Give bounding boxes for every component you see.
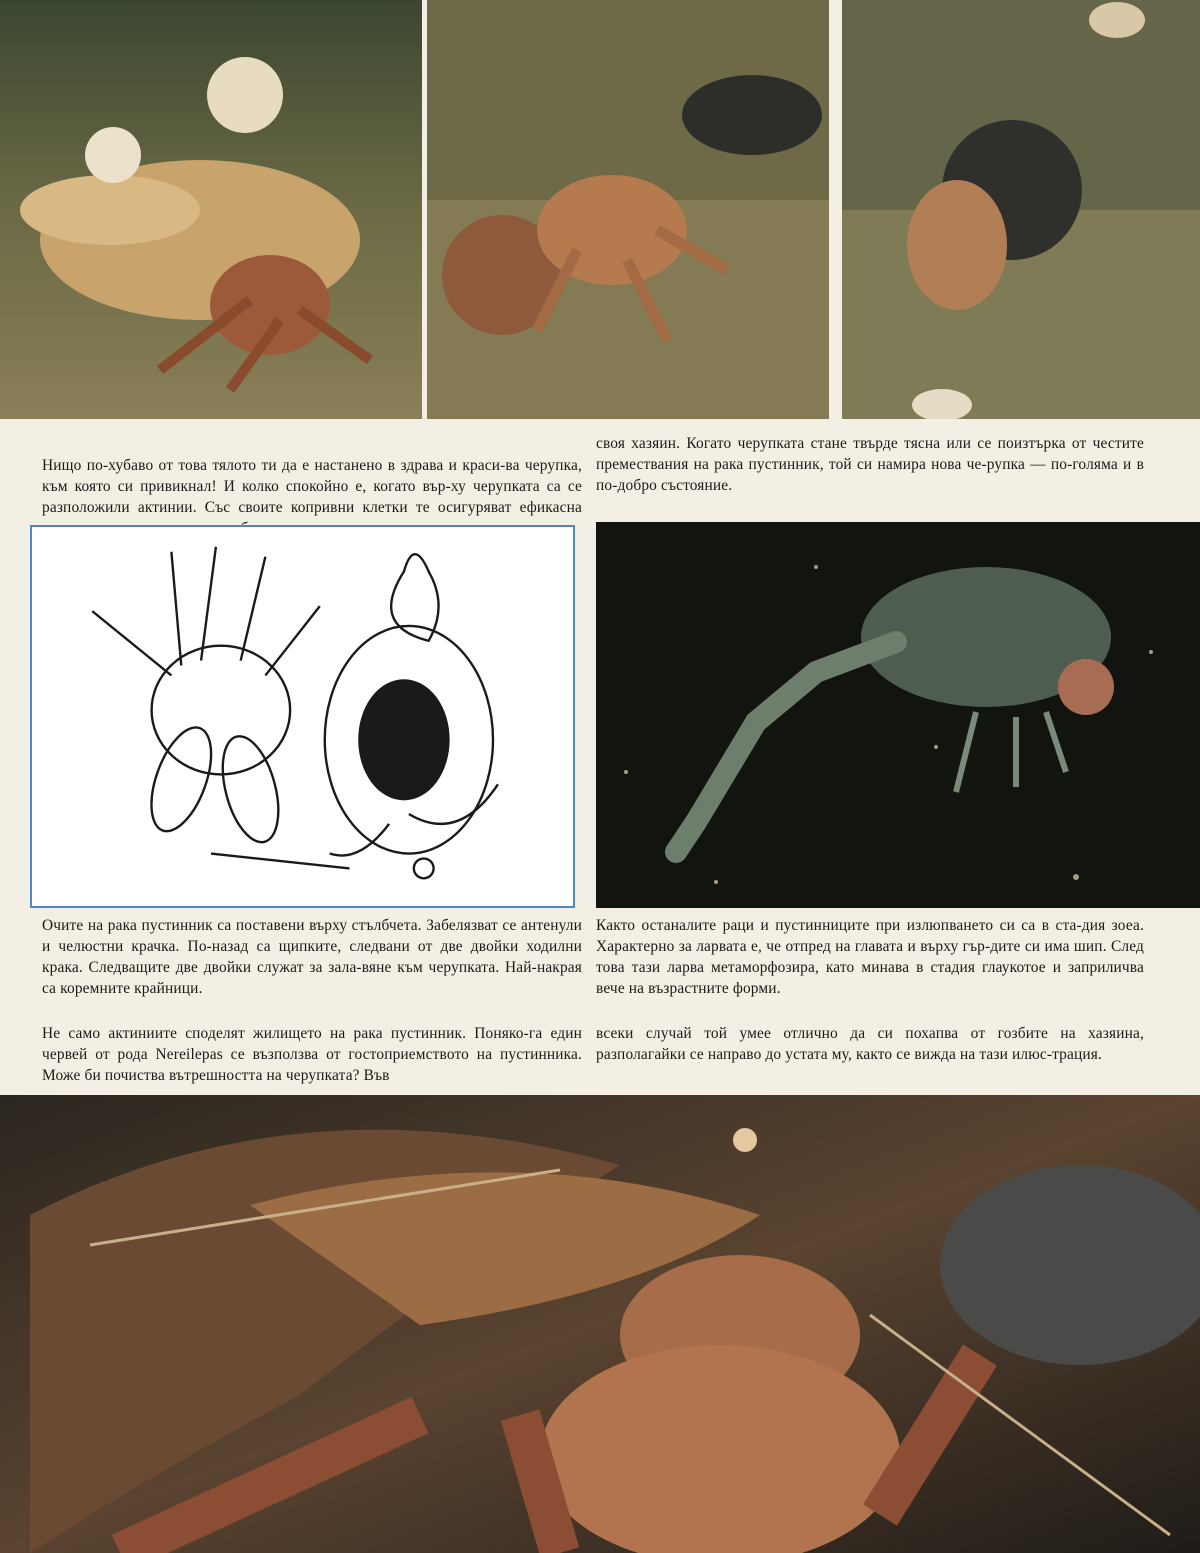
illustration-hermit-crab-with-anemones: [0, 0, 422, 419]
illustration-hermit-crab-new-shell: [842, 0, 1200, 419]
worm-text-left: Не само актиниите споделят жилището на рака пустинник. Поняко-га един червей от рода Nereilepas се възползва от гостоприемството на пустинника. Може би почиства вътрешността на черупката? Във: [42, 1025, 582, 1084]
intro-text-left: Нищо по-хубаво от това тялото ти да е настанено в здрава и краси-ва черупка, към която си привикнал! И колко спокойно е, когато вър-ху черупката са се разположили актинии. Със своите копривни клетки те осигуряват ефикасна: [42, 457, 582, 516]
worm-text-right: всеки случай той умее отлично да си похапва от гозбите на хазяина, разполагайки се направо до устата му, както се вижда на тази илюс-трация.: [596, 1025, 1144, 1063]
intro-text-right: своя хазяин. Когато черупката стане твърде тясна или се поизтърка от честите премествания на рака пустинник, той си намира нова че-рупка — по-голяма и в по-добро състояние.: [596, 435, 1144, 494]
hermit-crab-anatomy-drawing: [32, 527, 573, 906]
caption-larva: Както останалите раци и пустинниците при излюпването си са в ста-дия зоеа. Характерно за ларвата е, че отпред на главата и върху гър-дите си има шип. След това тази ларва метаморфозира, като минава в стадия глаукотое и заприличва вече на възрастните форми.: [596, 917, 1144, 997]
anatomy-drawing-frame: [30, 525, 575, 908]
illustration-hermit-crab-with-worm: [0, 1095, 1200, 1553]
illustration-hermit-crab-leaving-shell: [427, 0, 829, 419]
illustration-zoea-larva: [596, 522, 1200, 908]
caption-anatomy: Очите на рака пустинник са поставени върху стълбчета. Забелязват се антенули и челюстни крачка. По-назад са щипките, следвани от две двойки ходилни крака. Следващите две двойки служат за зала-вяне към черупката. Най-накрая са коремните крайници.: [42, 917, 582, 997]
